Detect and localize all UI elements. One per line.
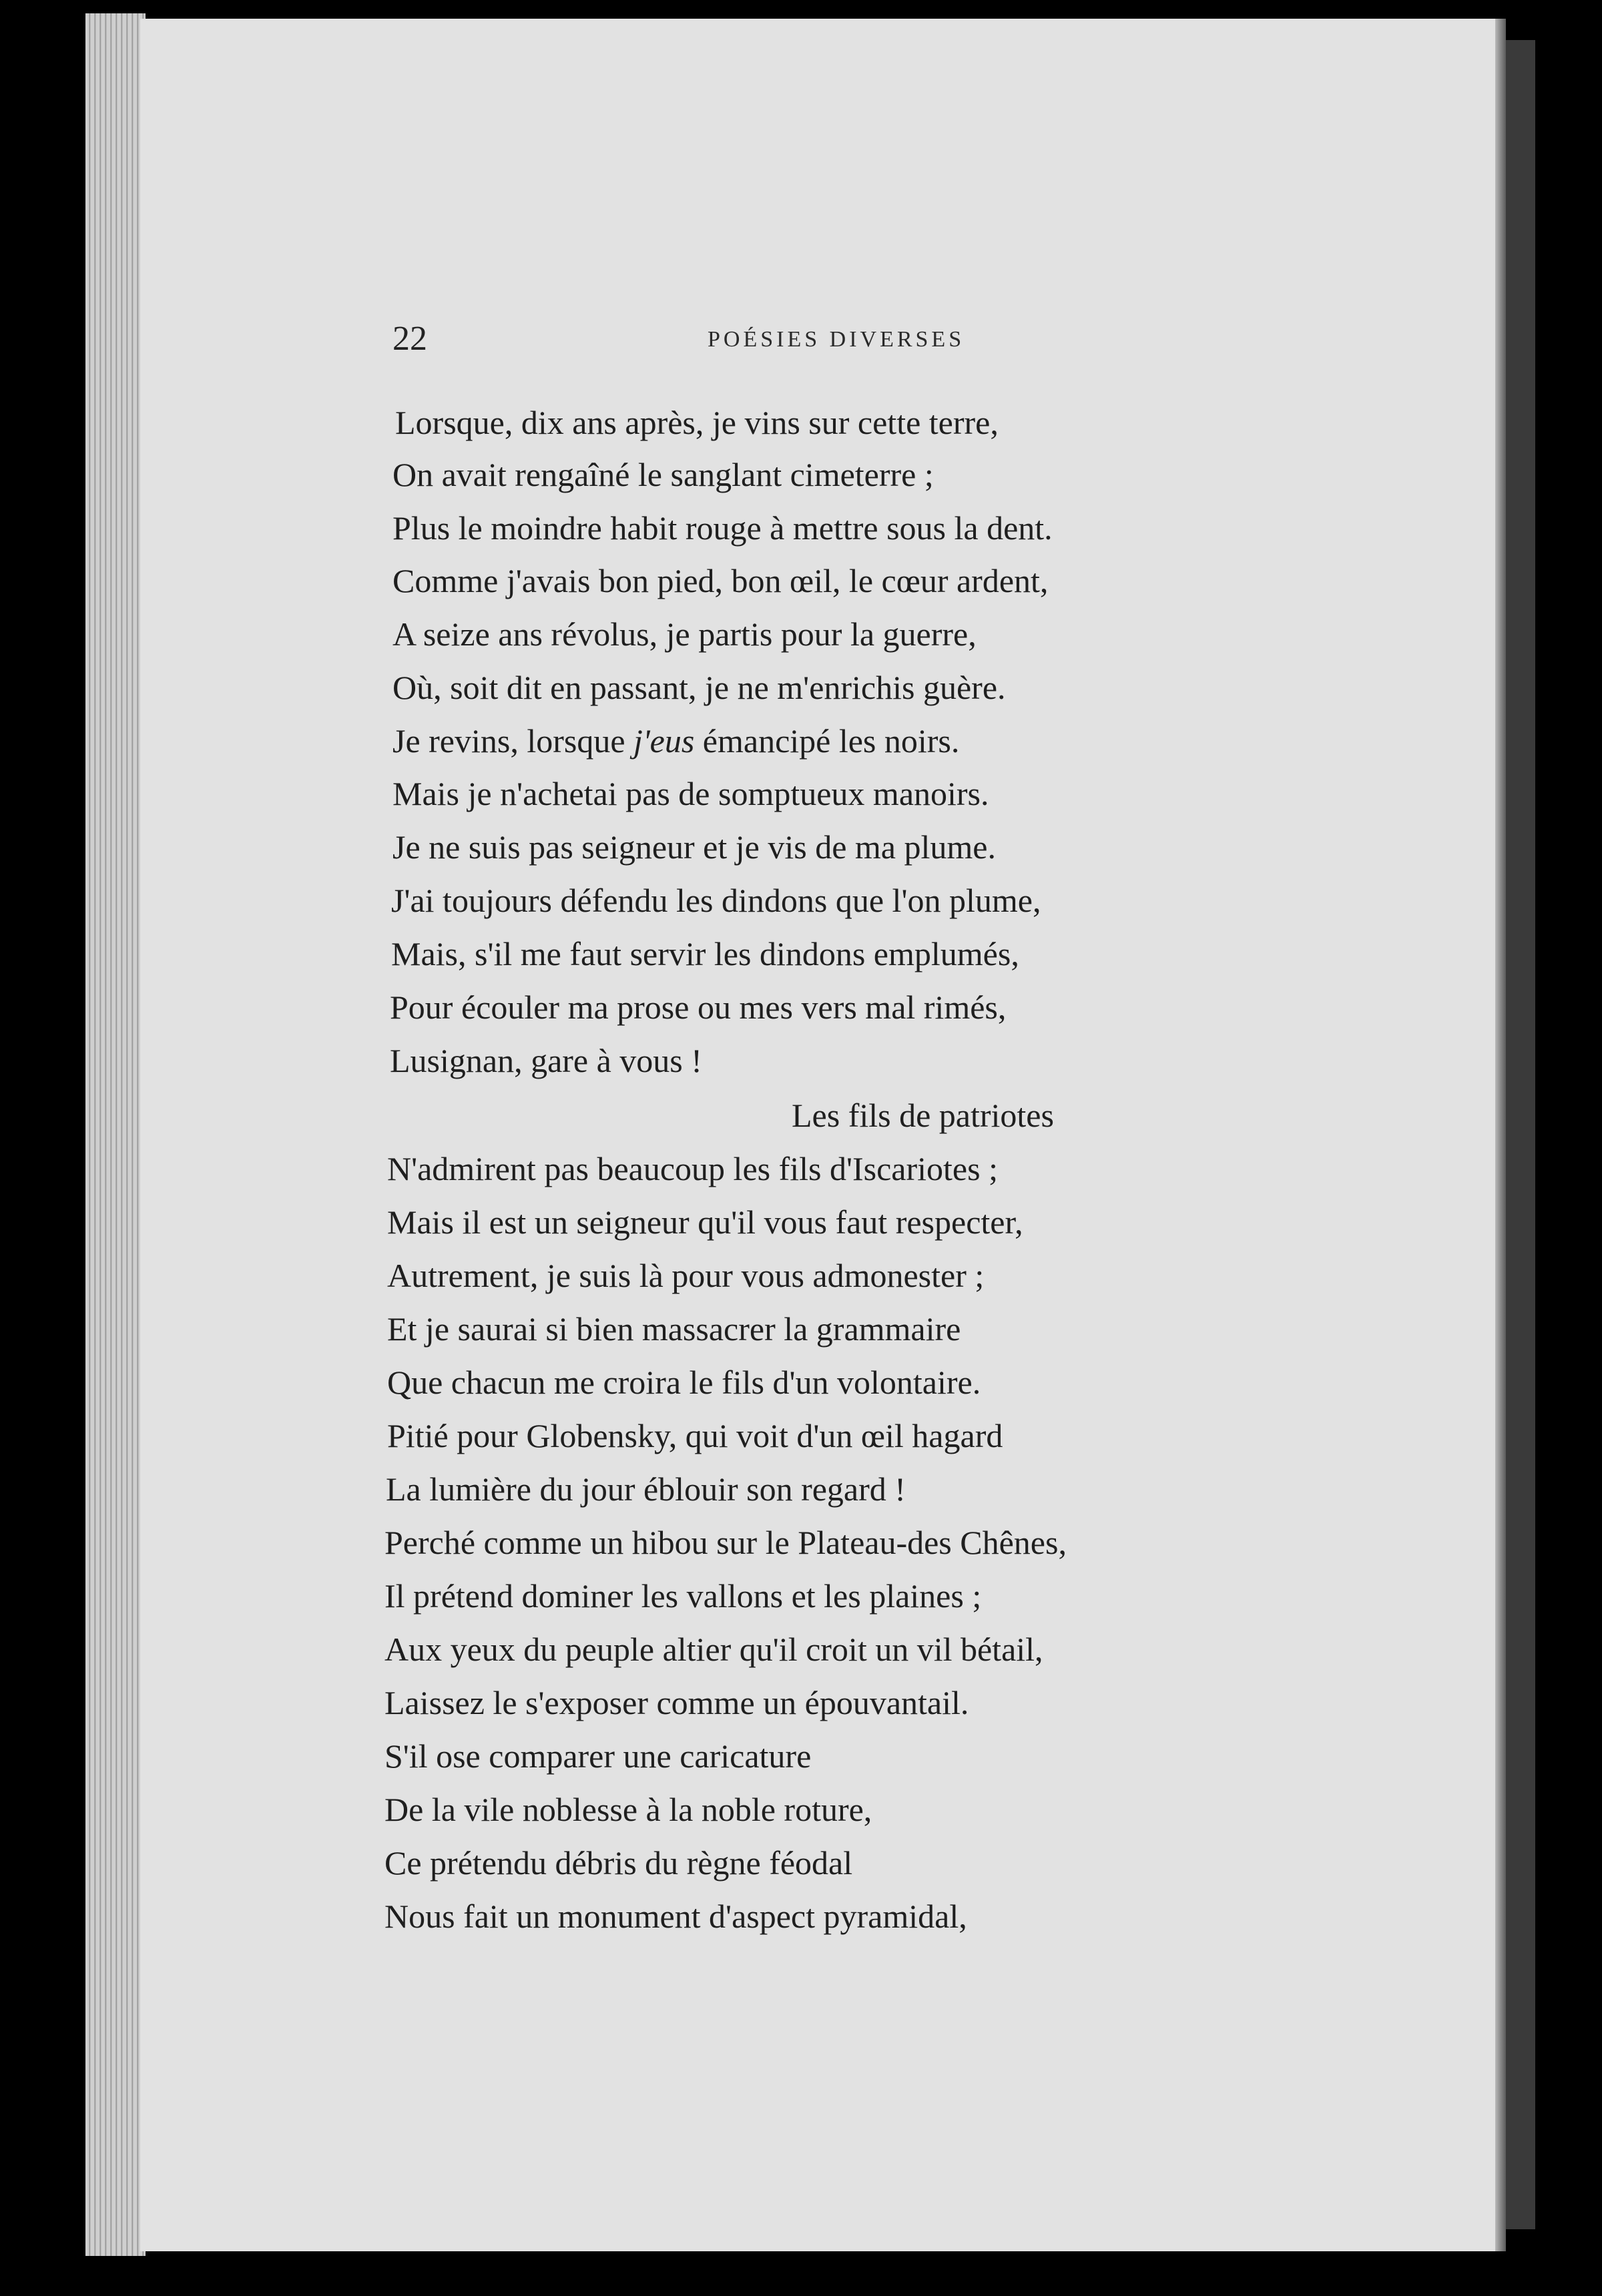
verse-line: Ce prétendu débris du règne féodal <box>384 1844 853 1882</box>
verse-line: La lumière du jour éblouir son regard ! <box>386 1470 906 1508</box>
verse-line: De la vile noblesse à la noble roture, <box>384 1791 872 1828</box>
verse-line: Où, soit dit en passant, je ne m'enrichis guère. <box>392 669 1006 706</box>
verse-line: Pour écouler ma prose ou mes vers mal rimés, <box>390 988 1007 1026</box>
verse-line: Nous fait un monument d'aspect pyramidal, <box>384 1898 967 1935</box>
verse-line: Je ne suis pas seigneur et je vis de ma plume. <box>392 828 996 866</box>
verse-line: Mais je n'achetai pas de somptueux manoirs. <box>392 775 989 812</box>
gutter-shadow <box>1495 19 1506 2251</box>
verse-line: Laissez le s'exposer comme un épouvantail. <box>384 1684 969 1721</box>
verse-line: A seize ans révolus, je partis pour la guerre, <box>392 615 977 653</box>
page-number: 22 <box>392 320 427 358</box>
verse-line: Que chacun me croira le fils d'un volontaire. <box>387 1364 981 1401</box>
page-stack-edges <box>85 13 146 2256</box>
verse-line: Aux yeux du peuple altier qu'il croit un vil bétail, <box>384 1631 1043 1668</box>
verse-line: Les fils de patriotes <box>792 1097 1054 1134</box>
verse-line: On avait rengaîné le sanglant cimeterre ; <box>392 456 934 493</box>
verse-line: Autrement, je suis là pour vous admonester ; <box>387 1257 985 1294</box>
verse-line: Mais, s'il me faut servir les dindons emplumés, <box>391 935 1019 972</box>
verse-line: Et je saurai si bien massacrer la grammaire <box>387 1310 961 1348</box>
verse-text: émancipé les noirs. <box>694 722 960 760</box>
verse-line: Perché comme un hibou sur le Plateau-des Chênes, <box>384 1524 1067 1561</box>
verse-line: S'il ose comparer une caricature <box>384 1737 812 1775</box>
verse-line: Il prétend dominer les vallons et les plaines ; <box>384 1577 982 1615</box>
verse-line: Pitié pour Globensky, qui voit d'un œil hagard <box>387 1417 1003 1454</box>
verse-line <box>392 724 959 758</box>
verse-line: Comme j'avais bon pied, bon œil, le cœur ardent, <box>392 562 1049 599</box>
verse-line: Lorsque, dix ans après, je vins sur cette terre, <box>395 404 999 441</box>
verse-line: Plus le moindre habit rouge à mettre sous la dent. <box>392 509 1053 547</box>
verse-line: J'ai toujours défendu les dindons que l'on plume, <box>391 882 1041 919</box>
verse-line: Lusignan, gare à vous ! <box>390 1042 702 1079</box>
italic-word: j'eus <box>633 722 695 760</box>
verse-line: Mais il est un seigneur qu'il vous faut respecter, <box>387 1203 1023 1241</box>
verse-text: Je revins, lorsque <box>392 722 634 760</box>
verse-line: N'admirent pas beaucoup les fils d'Iscariotes ; <box>387 1150 998 1187</box>
running-head: POÉSIES DIVERSES <box>708 327 965 352</box>
